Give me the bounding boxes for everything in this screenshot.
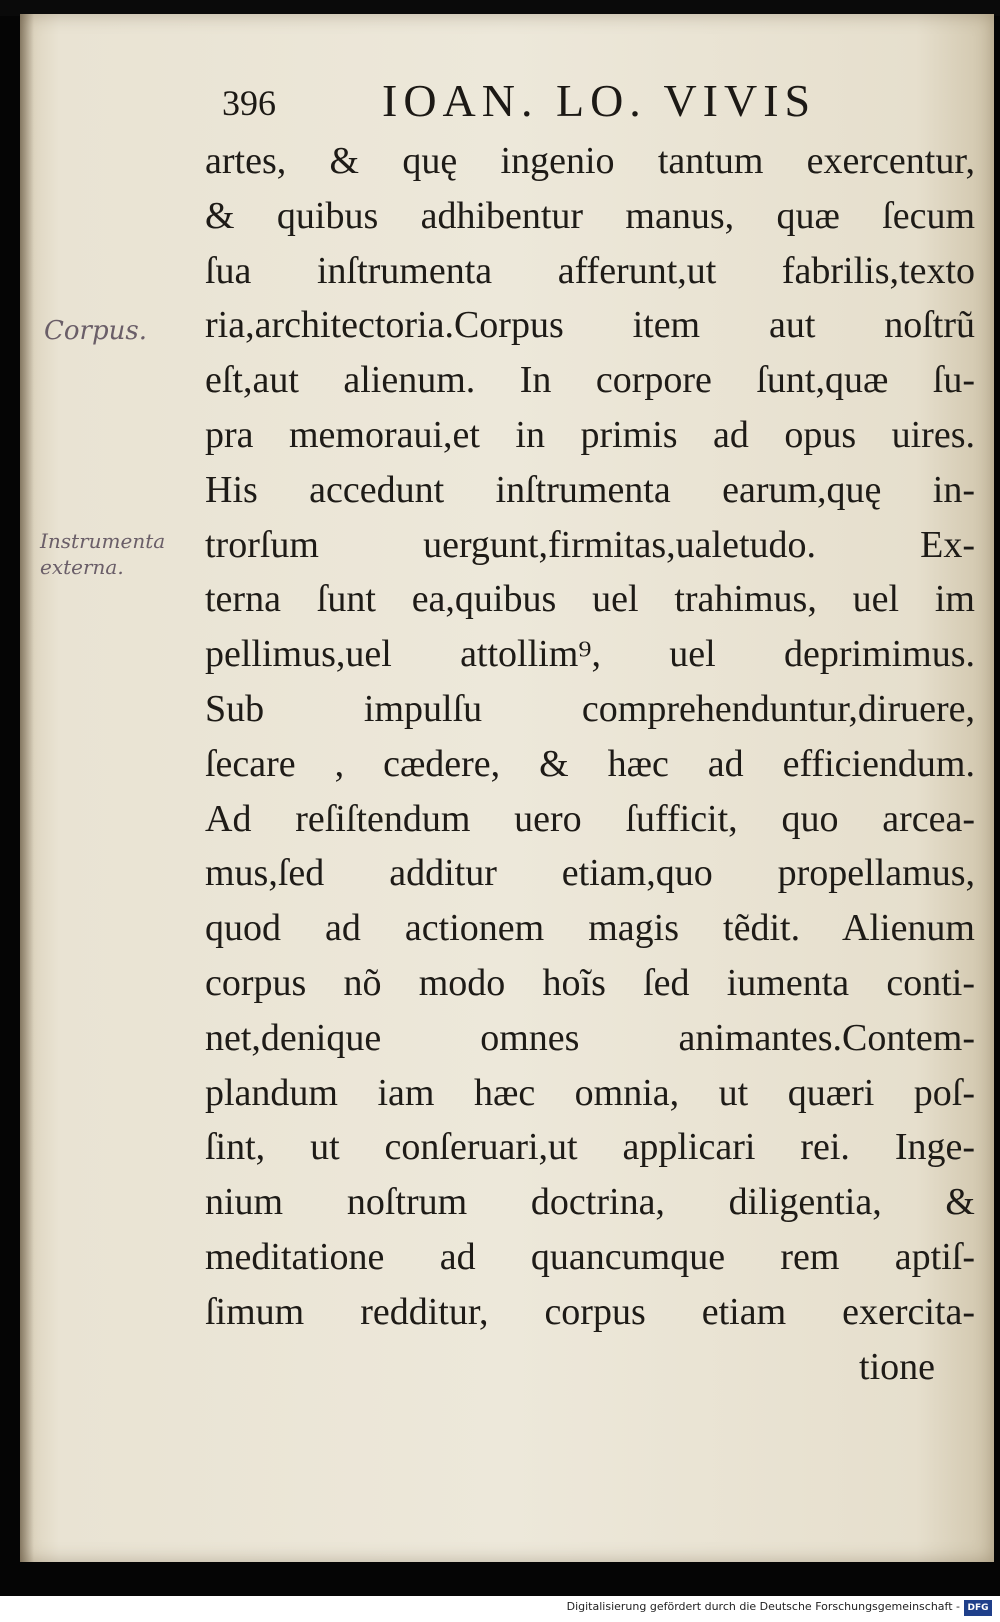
funding-credit: Digitalisierung gefördert durch die Deutsche Forschungsgemeinschaft - [566, 1600, 960, 1613]
text-line: net,denique omnes animantes.Contem- [205, 1016, 975, 1059]
text-line: ria,architectoria.Corpus item aut noſtrũ [205, 304, 975, 347]
text-line: meditatione ad quancumque rem aptiſ- [205, 1235, 975, 1278]
text-line: Sub impulſu comprehenduntur,diruere, [205, 687, 975, 730]
running-title: IOAN. LO. VIVIS [382, 75, 817, 126]
running-head [222, 74, 902, 134]
text-line: pellimus,uel attollim⁹, uel deprimimus. [205, 633, 975, 676]
text-line: ſint, ut conſeruari,ut applicari rei. Inge- [205, 1126, 975, 1169]
catchword: tione [859, 1345, 935, 1388]
text-line: Ad reſiſtendum uero ſufficit, quo arcea- [205, 797, 975, 840]
margin-note-instrumenta [40, 528, 165, 580]
text-line: artes, & quę ingenio tantum exercentur, [205, 140, 975, 182]
margin-note-corpus: Corpus. [44, 316, 147, 346]
dfg-logo: DFG [964, 1600, 992, 1616]
text-line: ſecare , cædere, & hæc ad efficiendum. [205, 742, 975, 785]
text-line: quod ad actionem magis tẽdit. Alienum [205, 907, 975, 950]
text-line: plandum iam hæc omnia, ut quæri poſ- [205, 1071, 975, 1114]
text-line: nium noſtrum doctrina, diligentia, & [205, 1181, 975, 1224]
text-line: pra memoraui,et in primis ad opus uires. [205, 413, 975, 456]
text-line: His accedunt inſtrumenta earum,quę in- [205, 468, 975, 511]
margin-note-line: externa. [40, 555, 124, 579]
text-line: corpus nõ modo hoĩs ſed iumenta conti- [205, 961, 975, 1004]
text-line: trorſum uergunt,firmitas,ualetudo. Ex- [205, 523, 975, 566]
text-line: mus,ſed additur etiam,quo propellamus, [205, 852, 975, 895]
text-line: ſua inſtrumenta afferunt,ut fabrilis,texto [205, 249, 975, 292]
margin-note-line: Instrumenta [40, 529, 166, 553]
footer-bar [0, 1596, 1000, 1622]
page-number: 396 [222, 83, 276, 123]
page-gutter-shadow [20, 14, 34, 1562]
text-line: eſt,aut alienum. In corpore ſunt,quæ ſu- [205, 359, 975, 402]
body-text [205, 134, 975, 1394]
text-line: & quibus adhibentur manus, quæ ſecum [205, 194, 975, 237]
text-line: ſimum redditur, corpus etiam exercita- [205, 1290, 975, 1333]
text-line: terna ſunt ea,quibus uel trahimus, uel im [205, 578, 975, 621]
